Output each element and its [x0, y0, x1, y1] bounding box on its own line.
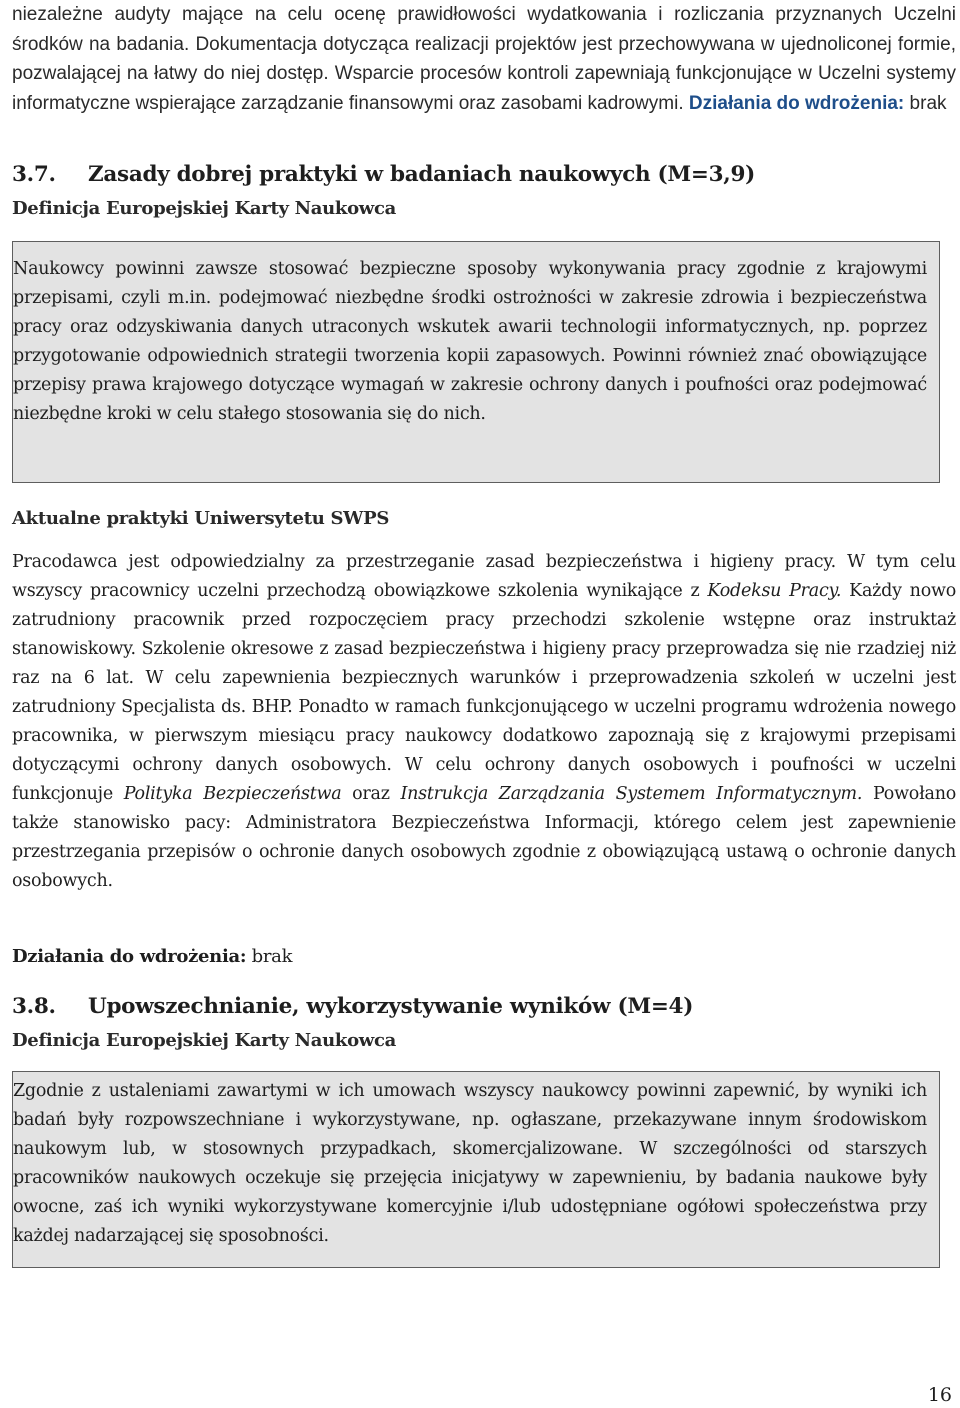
intro-actions-label: Działania do wdrożenia: [688, 92, 905, 114]
practice-italic-1: Kodeksu Pracy. [707, 581, 842, 601]
practice-text-4: Powołano także stanowisko pacy: Administratora Bezpieczeństwa Informacji, którego celem jest zapewnienie przestrzegania przepisów o ochronie danych osobowych zgodnie z obowiązującą ustawą o ochronie danych osobowych. [12, 784, 957, 891]
page-number: 16 [927, 1384, 952, 1406]
practice-text-1: Pracodawca jest odpowiedzialny za przestrzeganie zasad bezpieczeństwa i higieny pracy. W tym celu wszyscy pracownicy uczelni przechodzą obowiązkowe szkolenia wynikające z [12, 552, 956, 601]
intro-actions-value: brak [909, 92, 947, 114]
section-3-7-definition-heading: Definicja Europejskiej Karty Naukowca [12, 198, 397, 219]
section-3-8-title: Upowszechnianie, wykorzystywanie wyników (M=4) [88, 994, 694, 1019]
section-3-8-definition-text: Zgodnie z ustaleniami zawartymi w ich umowach wszyscy naukowcy powinni zapewnić, by wyniki ich badań były rozpowszechniane i wykorzystywane, np. ogłaszane, przekazywane innym środowiskom naukowym lub, w stosownych przypadkach, skomercjalizowane. W szczególności od starszych pracowników naukowych oczekuje się przejęcia inicjatywy w zapewnieniu, by badania naukowe były owocne, zaś ich wyniki wykorzystywane komercyjnie i/lub udostępniane ogółowi społeczeństwa przy każdej nadarzającej się sposobności. [13, 1081, 927, 1246]
section-3-7-definition-box [12, 241, 940, 483]
section-3-7-number: 3.7. [12, 162, 56, 187]
section-3-7-actions-value: brak [251, 946, 293, 967]
intro-paragraph [12, 0, 956, 118]
section-3-8-definition-box [12, 1071, 940, 1268]
section-3-8-number: 3.8. [12, 994, 56, 1019]
practice-heading: Aktualne praktyki Uniwersytetu SWPS [12, 508, 390, 529]
section-3-7-definition-text: Naukowcy powinni zawsze stosować bezpieczne sposoby wykonywania pracy zgodnie z krajowymi przepisami, czyli m.in. podejmować niezbędne środki ostrożności w zakresie zdrowia i bezpieczeństwa pracy oraz odzyskiwania danych utraconych wskutek awarii technologii informatycznych, np. poprzez przygotowanie odpowiednich strategii tworzenia kopii zapasowych. Powinni również znać obowiązujące przepisy prawa krajowego dotyczące wymagań w zakresie ochrony danych i poufności oraz podejmować niezbędne kroki w celu stałego stosowania się do nich. [13, 259, 927, 424]
section-3-7-actions [12, 946, 292, 967]
intro-text: niezależne audyty mające na celu ocenę prawidłowości wydatkowania i rozliczania przyznanych Uczelni środków na badania. Dokumentacja dotycząca realizacji projektów jest przechowywana w ujednoliconej formie, pozwalającej na łatwy do niej dostęp. Wsparcie procesów kontroli zapewniają funkcjonujące w Uczelni systemy informatyczne wspierające zarządzanie finansowymi oraz zasobami kadrowymi. [12, 4, 956, 114]
section-3-8-definition-heading: Definicja Europejskiej Karty Naukowca [12, 1030, 397, 1051]
practice-paragraph [12, 548, 956, 896]
section-3-7-title: Zasady dobrej praktyki w badaniach naukowych (M=3,9) [88, 162, 755, 187]
practice-text-2: Każdy nowo zatrudniony pracownik przed rozpoczęciem pracy przechodzi szkolenie wstępne oraz instruktaż stanowiskowy. Szkolenie okresowe z zasad bezpieczeństwa i higieny pracy przeprowadza się nie rzadziej niż raz na 6 lat. W celu zapewnienia bezpiecznych warunków i przeprowadzenia szkoleń w uczelni jest zatrudniony Specjalista ds. BHP. Ponadto w ramach funkcjonującego w uczelni programu wdrożenia nowego pracownika, w pierwszym miesiącu pracy naukowcy dodatkowo zapoznają się z krajowymi przepisami dotyczącymi ochrony danych osobowych. W celu ochrony danych osobowych i poufności w uczelni funkcjonuje [12, 581, 956, 804]
section-3-7-actions-label: Działania do wdrożenia: [12, 946, 247, 967]
practice-italic-3: Instrukcja Zarządzania Systemem Informatycznym. [400, 784, 863, 804]
section-3-8-heading [12, 994, 693, 1019]
section-3-7-heading [12, 162, 755, 187]
practice-text-3: oraz [341, 784, 401, 804]
practice-italic-2: Polityka Bezpieczeństwa [123, 784, 342, 804]
